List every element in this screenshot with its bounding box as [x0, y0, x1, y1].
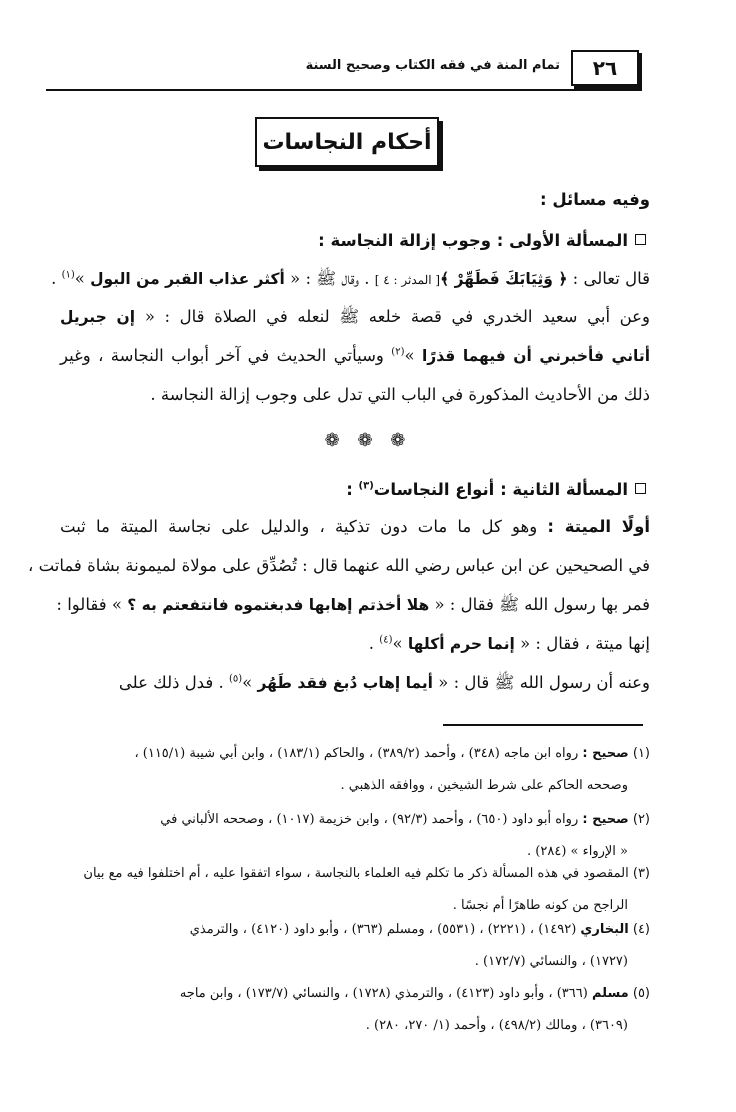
- hadith-text: إنما حرم أكلها: [407, 635, 515, 653]
- footnote-line: (١٧٢٧) ، والنسائي (١٧٢/٧) .: [474, 954, 628, 969]
- footnote-number: (٢): [632, 812, 650, 827]
- text: .: [368, 634, 380, 653]
- text: »: [242, 673, 258, 692]
- footnote-line: [62, 858, 650, 890]
- hadith-text: هلا أخذتم إهابها فدبغتموه فانتفعتم به ؟: [127, 596, 430, 614]
- verse-reference: [ المدثر : ٤ ]: [374, 273, 441, 287]
- page-number: ٢٦: [571, 50, 639, 86]
- footnote-grade: صحيح :: [582, 812, 629, 827]
- issue2-heading-text: المسألة الثانية : أنواع النجاسات: [373, 480, 628, 499]
- quran-verse: ﴿ وَثِيَابَكَ فَطَهِّرْ ﴾: [440, 270, 568, 288]
- footnote-marker: (١): [61, 269, 75, 281]
- footnote-grade: صحيح :: [582, 746, 629, 761]
- issue2-line3: [56, 595, 650, 619]
- text: قال تعالى :: [567, 269, 650, 288]
- footnote-number: (١): [632, 746, 650, 761]
- footnote-rule: [443, 724, 643, 726]
- header-rule: [46, 89, 642, 91]
- footnote-5: [62, 978, 650, 1042]
- footnote-text: رواه أبو داود (٦٥٠) ، وأحمد (٩٢/٣) ، وابن خزيمة (١٠١٧) ، وصححه الألباني في: [160, 812, 579, 827]
- running-title: تمام المنة في فقه الكتاب وصحيح السنة: [305, 58, 560, 73]
- issue1-line3: [60, 346, 650, 365]
- footnote-line: الراجح من كونه طاهرًا أم نجسًا .: [452, 898, 628, 913]
- footnote-number: (٥): [632, 986, 650, 1001]
- footnote-line: [62, 738, 650, 770]
- footnote-text: المقصود في هذه المسألة ذكر ما تكلم فيه العلماء بالنجاسة ، سواء اتفقوا عليه ، أم اختلفوا فيه مع بيان: [83, 866, 629, 881]
- footnote-marker: (٤): [379, 634, 393, 646]
- chapter-title: أحكام النجاسات: [255, 117, 439, 167]
- footnote-text: (١٤٩٢) ، (٢٢٢١) ، (٥٥٣١) ، ومسلم (٣٦٣) ، وأبو داود (٤١٢٠) ، والترمذي: [189, 922, 577, 937]
- issue1-line4: ذلك من الأحاديث المذكورة في الباب التي تدل على وجوب إزالة النجاسة .: [150, 385, 650, 404]
- issue2-heading: [346, 480, 646, 499]
- hadith-text: أتاني فأخبرني أن فيهما قذرًا: [421, 347, 651, 365]
- text: . وقال ﷺ : «: [284, 269, 375, 288]
- footnote-line: [62, 914, 650, 946]
- footnote-line: وصححه الحاكم على شرط الشيخين ، ووافقه الذهبي .: [340, 778, 628, 793]
- footnote-4: [62, 914, 650, 978]
- text: »: [404, 346, 422, 365]
- footnote-1: [62, 738, 650, 802]
- text: »: [74, 269, 91, 288]
- footnote-line: [62, 804, 650, 836]
- text: وهو كل ما مات دون تذكية ، والدليل على نجاسة الميتة ما ثبت: [60, 517, 548, 536]
- footnote-marker: (٢): [391, 346, 405, 358]
- footnote-marker: (٥): [228, 673, 243, 685]
- text: .: [51, 269, 62, 288]
- hadith-text: إن جبريل: [60, 308, 145, 326]
- issue1-line2: [60, 307, 650, 331]
- text: »: [392, 634, 408, 653]
- issue2-line5: [119, 673, 650, 697]
- text: وسيأتي الحديث في آخر أبواب النجاسة ، وغير: [60, 346, 392, 365]
- footnote-number: (٤): [632, 922, 650, 937]
- footnote-grade: مسلم: [591, 986, 629, 1001]
- section-separator: ❁ ❁ ❁: [324, 430, 412, 451]
- footnote-3: [62, 858, 650, 922]
- checkbox-square-icon: [635, 483, 646, 494]
- hadith-text: أيما إهاب دُبغ فقد طَهُر: [257, 674, 433, 692]
- footnote-grade: البخاري: [580, 922, 629, 937]
- text: » فقالوا :: [56, 595, 128, 614]
- footnote-text: رواه ابن ماجه (٣٤٨) ، وأحمد (٣٨٩/٢) ، والحاكم (١٨٣/١) ، وابن أبي شيبة (١١٥/١) ،: [134, 746, 579, 761]
- text: :: [346, 480, 359, 499]
- subheading: أولًا الميتة :: [547, 517, 650, 536]
- issue2-line2: في الصحيحين عن ابن عباس رضي الله عنهما قال : تُصُدِّق على مولاة لميمونة بشاة فماتت ،: [28, 556, 650, 575]
- issue2-line1: [60, 517, 650, 536]
- checkbox-square-icon: [635, 234, 646, 245]
- text: فمر بها رسول الله ﷺ فقال : «: [429, 595, 650, 614]
- footnote-line: [62, 978, 650, 1010]
- issue1-heading-text: المسألة الأولى : وجوب إزالة النجاسة :: [318, 231, 628, 250]
- text: إنها ميتة ، فقال : «: [514, 634, 650, 653]
- footnote-marker: (٣): [358, 480, 374, 492]
- footnote-text: (٣٦٦) ، وأبو داود (٤١٢٣) ، والترمذي (١٧٢٨) ، والنسائي (١٧٣/٧) ، وابن ماجه: [179, 986, 588, 1001]
- footnote-line: (٣٦٠٩) ، ومالك (٤٩٨/٢) ، وأحمد (١/ ٢٧٠، ٢٨٠) .: [365, 1018, 628, 1033]
- footnote-number: (٣): [632, 866, 650, 881]
- issue1-heading: [318, 231, 646, 250]
- text: وعن أبي سعيد الخدري في قصة خلعه ﷺ لنعله في الصلاة قال : «: [144, 307, 650, 326]
- footnote-line: « الإرواء » (٢٨٤) .: [527, 844, 628, 859]
- hadith-text: أكثر عذاب القبر من البول: [90, 270, 285, 288]
- issue1-line1: [51, 269, 650, 293]
- text: وعنه أن رسول الله ﷺ قال : «: [432, 673, 650, 692]
- issue2-line4: [369, 634, 650, 653]
- intro-line: وفيه مسائل :: [539, 190, 650, 209]
- text: . فدل ذلك على: [118, 673, 229, 692]
